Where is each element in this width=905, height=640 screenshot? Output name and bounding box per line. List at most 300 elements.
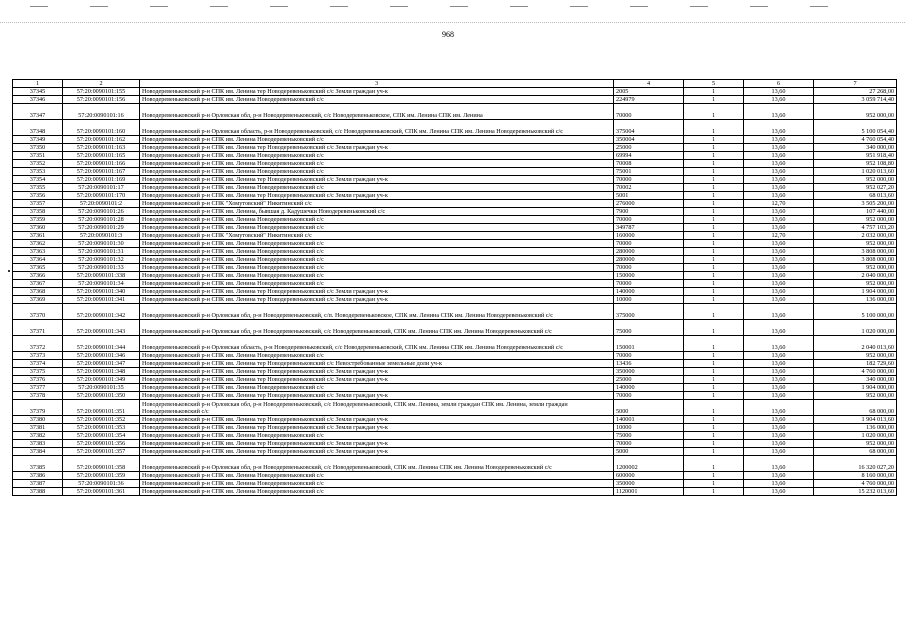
cadastral-number: 57:20:0090101:342 [63,304,140,320]
count-value: 1 [684,208,744,216]
rate-value: 13,60 [744,240,814,248]
location-description: Новодеревеньковский р-н СПК им. Ленина Новодеревеньковский с/с [140,224,614,232]
area-value: 25000 [614,376,684,384]
table-row [13,272,897,280]
cadastral-number: 57:20:0090101:352 [63,416,140,424]
area-value: 600000 [614,472,684,480]
count-value: 1 [684,280,744,288]
cadastral-number: 57:20:0090101:349 [63,376,140,384]
count-value: 1 [684,368,744,376]
cadastral-value: 27 268,00 [814,88,897,96]
location-description: Новодеревеньковский р-н СПК им. Ленина Новодеревеньковский с/с [140,168,614,176]
location-description: Новодеревеньковский р-н СПК им. Ленина Новодеревеньковский с/с [140,480,614,488]
row-number: 37370 [13,304,63,320]
rate-value: 13,60 [744,120,814,136]
cadastral-number: 57:20:0090101:29 [63,224,140,232]
location-description: Новодеревеньковский р-н СПК им. Ленина Новодеревеньковский с/с [140,160,614,168]
count-value: 1 [684,424,744,432]
cadastral-value: 68 000,00 [814,448,897,456]
cadastral-number: 57:20:0090101:351 [63,400,140,416]
row-number: 37367 [13,280,63,288]
count-value: 1 [684,88,744,96]
location-description: Новодеревеньковский р-н СПК им. Ленина тер Новодеревеньковский с/с Земли граждан уч-к [140,416,614,424]
cadastral-value: 3 808 000,00 [814,248,897,256]
area-value: 140001 [614,416,684,424]
location-description: Новодеревеньковский р-н Орловская обл, р-н Новодеревеньковский, с/п. Новодеревеньковское, СПК им. Ленина СПК им. Ленина Новодеревеньковский с/с [140,304,614,320]
rate-value: 13,60 [744,160,814,168]
count-value: 1 [684,200,744,208]
area-value: 70000 [614,440,684,448]
location-description: Новодеревеньковский р-н СПК им. Ленина Новодеревеньковский с/с [140,264,614,272]
cadastral-number: 57:20:0090101:26 [63,208,140,216]
area-value: 350004 [614,136,684,144]
cadastral-value: 952 000,00 [814,176,897,184]
count-value: 1 [684,440,744,448]
row-number: 37356 [13,192,63,200]
rate-value: 13,60 [744,352,814,360]
row-number: 37377 [13,384,63,392]
row-number: 37375 [13,368,63,376]
cadastral-number: 57:20:0090101:36 [63,480,140,488]
cadastral-number: 57:20:0090101:160 [63,120,140,136]
rate-value: 13,60 [744,360,814,368]
table-row [13,480,897,488]
rate-value: 13,60 [744,192,814,200]
rate-value: 13,60 [744,216,814,224]
area-value: 375000 [614,304,684,320]
location-description: Новодеревеньковский р-н СПК им. Ленина тер Новодеревеньковский с/с Земли граждан уч-к [140,288,614,296]
location-description: Новодеревеньковский р-н СПК им. Ленина Новодеревеньковский с/с [140,136,614,144]
cadastral-number: 57:20:0090101:344 [63,336,140,352]
land-plot-table [12,79,897,496]
area-value: 350000 [614,480,684,488]
cadastral-value: 1 904 000,00 [814,288,897,296]
rate-value: 13,60 [744,440,814,448]
rate-value: 13,60 [744,288,814,296]
cadastral-number: 57:20:0090101:3 [63,232,140,240]
location-description: Новодеревеньковский р-н СПК им. Ленина Новодеревеньковский с/с [140,280,614,288]
location-description: Новодеревеньковский р-н Орловская обл, р-н Новодеревеньковский, с/с Новодеревеньковское, СПК им. Ленина СПК им. Ленина [140,104,614,120]
row-number: 37351 [13,152,63,160]
location-description: Новодеревеньковский р-н СПК им. Ленина Новодеревеньковский с/с [140,152,614,160]
location-description: Новодеревеньковский р-н СПК им. Ленина Новодеревеньковский с/с [140,352,614,360]
area-value: 280000 [614,248,684,256]
cadastral-value: 952 000,00 [814,104,897,120]
table-row [13,320,897,336]
area-value: 350000 [614,368,684,376]
table-row [13,296,897,304]
count-value: 1 [684,336,744,352]
count-value: 1 [684,136,744,144]
table-row [13,168,897,176]
header-col-3: 3 [140,80,614,88]
document-sheet [12,79,896,496]
rate-value: 13,60 [744,472,814,480]
row-number: 37365 [13,264,63,272]
count-value: 1 [684,320,744,336]
rate-value: 13,60 [744,256,814,264]
row-number: 37358 [13,208,63,216]
rate-value: 13,60 [744,424,814,432]
area-value: 13436 [614,360,684,368]
cadastral-number: 57:20:0090101:354 [63,432,140,440]
cadastral-value: 340 000,00 [814,144,897,152]
area-value: 70000 [614,104,684,120]
header-col-7: 7 [814,80,897,88]
row-number: 37360 [13,224,63,232]
count-value: 1 [684,104,744,120]
area-value: 349787 [614,224,684,232]
table-row [13,176,897,184]
count-value: 1 [684,488,744,496]
cadastral-value: 1 904 013,60 [814,416,897,424]
cadastral-value: 2 040 000,00 [814,272,897,280]
cadastral-number: 57:20:0090101:156 [63,96,140,104]
rate-value: 13,60 [744,248,814,256]
rate-value: 13,60 [744,272,814,280]
table-row [13,424,897,432]
rate-value: 13,60 [744,400,814,416]
cadastral-value: 952 000,00 [814,264,897,272]
location-description: Новодеревеньковский р-н Орловская обл, р-н Новодеревеньковский, с/с Новодеревеньковский, СПК им. Ленина, земли граждан СПК им. Ленина, земли граждан Новодеревеньковский с/с [140,400,614,416]
rate-value: 13,60 [744,376,814,384]
cadastral-value: 4 757 103,20 [814,224,897,232]
location-description: Новодеревеньковский р-н Орловская область, р-н Новодеревеньковский, с/с Новодеревеньковский, СПК им. Ленина СПК им. Ленина Новодеревеньковский с/с [140,336,614,352]
cadastral-number: 57:20:0090101:170 [63,192,140,200]
row-number: 37373 [13,352,63,360]
area-value: 7900 [614,208,684,216]
area-value: 1200002 [614,456,684,472]
table-row [13,208,897,216]
count-value: 1 [684,232,744,240]
cadastral-value: 5 100 054,40 [814,120,897,136]
area-value: 70000 [614,216,684,224]
header-col-4: 4 [614,80,684,88]
cadastral-value: 952 108,80 [814,160,897,168]
rate-value: 13,60 [744,224,814,232]
row-number: 37376 [13,376,63,384]
count-value: 1 [684,224,744,232]
location-description: Новодеревеньковский р-н СПК им. Ленина Новодеревеньковский с/с [140,272,614,280]
location-description: Новодеревеньковский р-н СПК им. Ленина Новодеревеньковский с/с [140,184,614,192]
cadastral-value: 3 808 000,00 [814,256,897,264]
location-description: Новодеревеньковский р-н СПК "Хомутовский" Никитинский с/с [140,200,614,208]
table-row [13,288,897,296]
cadastral-number: 57:20:0090101:346 [63,352,140,360]
rate-value: 13,60 [744,88,814,96]
count-value: 1 [684,272,744,280]
count-value: 1 [684,120,744,136]
rate-value: 13,60 [744,104,814,120]
table-row [13,192,897,200]
cadastral-number: 57:20:0090101:32 [63,256,140,264]
header-col-5: 5 [684,80,744,88]
table-row [13,248,897,256]
row-number: 37381 [13,424,63,432]
count-value: 1 [684,176,744,184]
rate-value: 13,60 [744,320,814,336]
cadastral-value: 3 505 200,00 [814,200,897,208]
location-description: Новодеревеньковский р-н СПК им. Ленина тер Новодеревеньковский с/с Земли граждан уч-к [140,424,614,432]
table-row [13,96,897,104]
row-number: 37388 [13,488,63,496]
cadastral-number: 57:20:0090101:358 [63,456,140,472]
area-value: 70000 [614,240,684,248]
cadastral-value: 68 013,60 [814,192,897,200]
cadastral-value: 2 032 000,00 [814,232,897,240]
table-row [13,384,897,392]
rate-value: 13,60 [744,480,814,488]
rate-value: 13,60 [744,368,814,376]
count-value: 1 [684,160,744,168]
rate-value: 13,60 [744,184,814,192]
scan-margin-top [0,0,905,23]
row-number: 37349 [13,136,63,144]
row-number: 37348 [13,120,63,136]
rate-value: 13,60 [744,176,814,184]
area-value: 150001 [614,336,684,352]
rate-value: 13,60 [744,488,814,496]
area-value: 70002 [614,184,684,192]
page-number: 968 [442,30,454,39]
location-description: Новодеревеньковский р-н СПК им. Ленина тер Новодеревеньковский с/с Земли граждан уч-к [140,440,614,448]
cadastral-number: 57:20:0090101:343 [63,320,140,336]
count-value: 1 [684,216,744,224]
rate-value: 13,60 [744,208,814,216]
location-description: Новодеревеньковский р-н СПК им. Ленина тер Новодеревеньковский с/с Земли граждан уч-к [140,192,614,200]
area-value: 10000 [614,424,684,432]
cadastral-value: 952 000,00 [814,240,897,248]
row-number: 37354 [13,176,63,184]
cadastral-value: 952 027,20 [814,184,897,192]
row-number: 37353 [13,168,63,176]
table-row [13,240,897,248]
cadastral-value: 952 000,00 [814,392,897,400]
count-value: 1 [684,296,744,304]
cadastral-value: 136 000,00 [814,296,897,304]
cadastral-number: 57:20:0090101:17 [63,184,140,192]
count-value: 1 [684,400,744,416]
cadastral-number: 57:20:0090101:167 [63,168,140,176]
count-value: 1 [684,240,744,248]
row-number: 37369 [13,296,63,304]
count-value: 1 [684,448,744,456]
table-row [13,400,897,416]
location-description: Новодеревеньковский р-н СПК им. Ленина тер Новодеревеньковский с/с Земли граждан уч-к [140,176,614,184]
rate-value: 13,60 [744,264,814,272]
row-number: 37382 [13,432,63,440]
cadastral-value: 68 000,00 [814,400,897,416]
count-value: 1 [684,192,744,200]
location-description: Новодеревеньковский р-н СПК им. Ленина тер Новодеревеньковский с/с Земли граждан уч-к [140,88,614,96]
row-number: 37361 [13,232,63,240]
table-row [13,184,897,192]
rate-value: 13,60 [744,416,814,424]
row-number: 37347 [13,104,63,120]
count-value: 1 [684,96,744,104]
table-row [13,440,897,448]
count-value: 1 [684,264,744,272]
header-row [13,80,897,88]
row-number: 37366 [13,272,63,280]
location-description: Новодеревеньковский р-н СПК им. Ленина Новодеревеньковский с/с [140,240,614,248]
area-value: 70000 [614,264,684,272]
cadastral-number: 57:20:0090101:350 [63,392,140,400]
area-value: 5000 [614,448,684,456]
cadastral-value: 952 000,00 [814,280,897,288]
cadastral-value: 16 320 027,20 [814,456,897,472]
cadastral-number: 57:20:0090101:341 [63,296,140,304]
row-number: 37380 [13,416,63,424]
location-description: Новодеревеньковский р-н СПК им. Ленина Новодеревеньковский с/с [140,472,614,480]
cadastral-value: 4 760 054,40 [814,136,897,144]
cadastral-value: 182 729,60 [814,360,897,368]
cadastral-number: 57:20:0090101:353 [63,424,140,432]
table-row [13,392,897,400]
location-description: Новодеревеньковский р-н СПК им. Ленина тер Новодеревеньковский с/с Невостребованные земельные доли уч-к [140,360,614,368]
cadastral-value: 1 020 000,00 [814,320,897,336]
area-value: 70000 [614,352,684,360]
row-number: 37345 [13,88,63,96]
area-value: 25000 [614,144,684,152]
location-description: Новодеревеньковский р-н СПК им. Ленина Новодеревеньковский с/с [140,384,614,392]
area-value: 70000 [614,176,684,184]
cadastral-value: 15 232 013,60 [814,488,897,496]
row-number: 37364 [13,256,63,264]
cadastral-value: 951 918,40 [814,152,897,160]
table-row [13,456,897,472]
cadastral-number: 57:20:0090101:31 [63,248,140,256]
count-value: 1 [684,432,744,440]
cadastral-value: 1 020 013,60 [814,168,897,176]
location-description: Новодеревеньковский р-н СПК им. Ленина Новодеревеньковский с/с [140,216,614,224]
table-row [13,88,897,96]
row-number: 37346 [13,96,63,104]
table-row [13,432,897,440]
location-description: Новодеревеньковский р-н СПК им. Ленина тер Новодеревеньковский с/с Земли граждан уч-к [140,296,614,304]
cadastral-value: 340 000,00 [814,376,897,384]
table-row [13,152,897,160]
row-number: 37363 [13,248,63,256]
area-value: 69994 [614,152,684,160]
location-description: Новодеревеньковский р-н СПК им. Ленина тер Новодеревеньковский с/с Земли граждан уч-к [140,376,614,384]
cadastral-number: 57:20:0090101:359 [63,472,140,480]
cadastral-number: 57:20:0090101:361 [63,488,140,496]
count-value: 1 [684,352,744,360]
rate-value: 13,60 [744,304,814,320]
location-description: Новодеревеньковский р-н СПК им. Ленина Новодеревеньковский с/с [140,248,614,256]
count-value: 1 [684,168,744,176]
location-description: Новодеревеньковский р-н СПК им. Ленина тер Новодеревеньковский с/с Земли граждан уч-к [140,448,614,456]
table-body [13,88,897,496]
location-description: Новодеревеньковский р-н СПК им. Ленина Новодеревеньковский с/с [140,96,614,104]
cadastral-value: 8 160 000,00 [814,472,897,480]
row-number: 37362 [13,240,63,248]
cadastral-number: 57:20:0090101:166 [63,160,140,168]
cadastral-number: 57:20:0090101:338 [63,272,140,280]
row-number: 37379 [13,400,63,416]
row-number: 37383 [13,440,63,448]
rate-value: 13,60 [744,296,814,304]
area-value: 5001 [614,192,684,200]
cadastral-value: 2 040 013,60 [814,336,897,352]
row-number: 37368 [13,288,63,296]
table-row [13,336,897,352]
location-description: Новодеревеньковский р-н СПК им. Ленина Новодеревеньковский с/с [140,488,614,496]
cadastral-number: 57:20:0090101:28 [63,216,140,224]
row-number: 37384 [13,448,63,456]
scan-speck [8,270,10,272]
rate-value: 13,60 [744,336,814,352]
count-value: 1 [684,360,744,368]
count-value: 1 [684,144,744,152]
location-description: Новодеревеньковский р-н СПК им. Ленина тер Новодеревеньковский с/с Земли граждан уч-к [140,144,614,152]
row-number: 37350 [13,144,63,152]
table-row [13,280,897,288]
location-description: Новодеревеньковский р-н Орловская обл, р-н Новодеревеньковский, с/с Новодеревеньковский, СПК им. Ленина СПК им. Ленина Новодеревеньковский с/с [140,320,614,336]
table-row [13,224,897,232]
table-row [13,488,897,496]
count-value: 1 [684,480,744,488]
header-col-2: 2 [63,80,140,88]
area-value: 2005 [614,88,684,96]
table-row [13,264,897,272]
row-number: 37378 [13,392,63,400]
cadastral-number: 57:20:0090101:348 [63,368,140,376]
row-number: 37385 [13,456,63,472]
area-value: 375004 [614,120,684,136]
location-description: Новодеревеньковский р-н СПК им. Ленина Новодеревеньковский с/с [140,256,614,264]
table-row [13,360,897,368]
count-value: 1 [684,304,744,320]
table-row [13,160,897,168]
count-value: 1 [684,288,744,296]
area-value: 70000 [614,280,684,288]
cadastral-value: 4 760 000,00 [814,480,897,488]
location-description: Новодеревеньковский р-н СПК им. Ленина Новодеревеньковский с/с [140,432,614,440]
area-value: 70000 [614,392,684,400]
table-row [13,368,897,376]
area-value: 70008 [614,160,684,168]
location-description: Новодеревеньковский р-н СПК им. Ленина, бывшая д. Кадушечки Новодеревеньковский с/с [140,208,614,216]
cadastral-number: 57:20:0090101:162 [63,136,140,144]
area-value: 150000 [614,272,684,280]
rate-value: 13,60 [744,96,814,104]
area-value: 276000 [614,200,684,208]
row-number: 37372 [13,336,63,352]
location-description: Новодеревеньковский р-н СПК "Хомутовский" Никитинский с/с [140,232,614,240]
rate-value: 13,60 [744,456,814,472]
count-value: 1 [684,248,744,256]
table-row [13,232,897,240]
rate-value: 13,60 [744,432,814,440]
cadastral-number: 57:20:0090101:357 [63,448,140,456]
cadastral-value: 3 059 714,40 [814,96,897,104]
area-value: 75000 [614,320,684,336]
rate-value: 13,60 [744,448,814,456]
cadastral-number: 57:20:0090101:169 [63,176,140,184]
cadastral-number: 57:20:0090101:163 [63,144,140,152]
count-value: 1 [684,416,744,424]
cadastral-value: 136 000,00 [814,424,897,432]
table-row [13,304,897,320]
area-value: 140000 [614,384,684,392]
area-value: 224979 [614,96,684,104]
rate-value: 13,60 [744,168,814,176]
rate-value: 13,60 [744,384,814,392]
cadastral-value: 1 904 000,00 [814,384,897,392]
table-row [13,376,897,384]
